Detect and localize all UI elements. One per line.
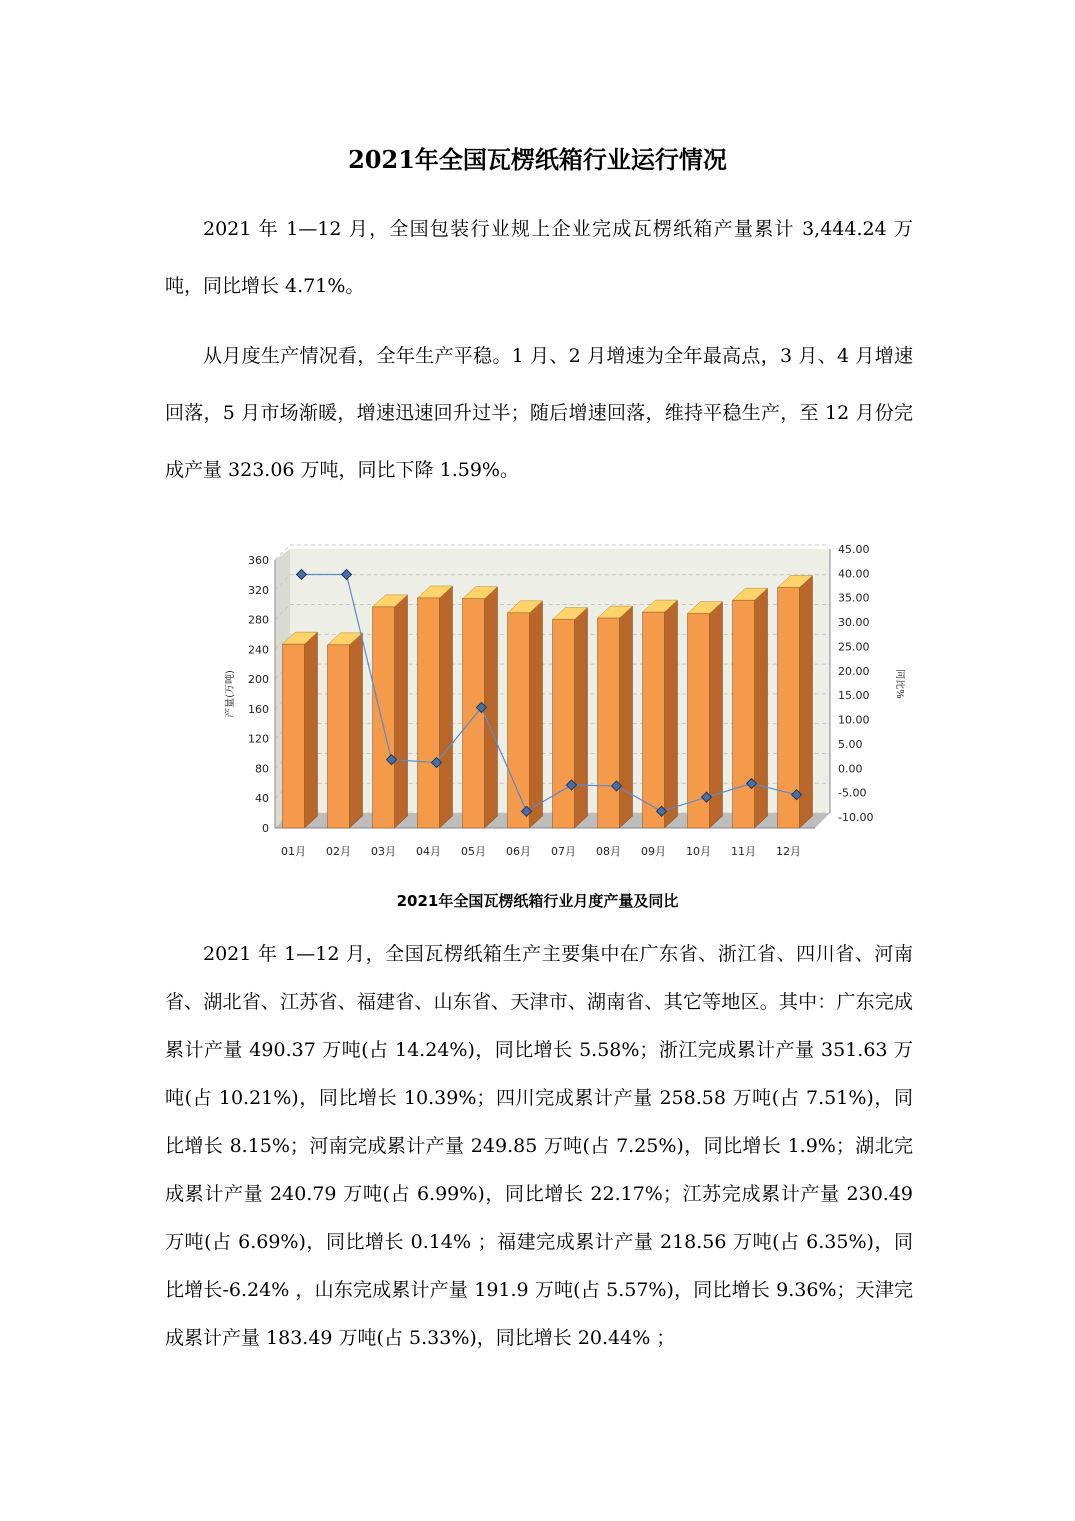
x-tick-label: 10月 — [686, 845, 711, 858]
x-tick-label: 11月 — [731, 845, 756, 858]
y-axis-title-left: 产量(万吨) — [225, 670, 236, 718]
y-tick-label-left: 200 — [248, 673, 269, 687]
chart-caption: 2021年全国瓦楞纸箱行业月度产量及同比 — [396, 892, 679, 910]
y-tick-label-left: 160 — [248, 702, 269, 716]
bar-side — [755, 588, 768, 828]
bar — [508, 613, 530, 828]
y-tick-label-right: -5.00 — [838, 786, 867, 800]
x-tick-label: 01月 — [281, 845, 306, 858]
chart-container — [225, 538, 905, 868]
production-chart — [225, 538, 905, 868]
y-tick-label-right: 35.00 — [838, 591, 870, 605]
bar — [463, 599, 485, 828]
bar-side — [305, 632, 318, 828]
y-tick-label-left: 80 — [255, 762, 269, 776]
bar-side — [575, 608, 588, 828]
bar-side — [350, 633, 363, 828]
bar — [553, 620, 575, 828]
bar-side — [665, 600, 678, 828]
page-title: 2021年全国瓦楞纸箱行业运行情况 — [348, 145, 727, 174]
x-tick-label: 09月 — [641, 845, 666, 858]
intro-paragraph: 2021 年 1—12 月，全国包装行业规上企业完成瓦楞纸箱产量累计 3,444.24 万吨，同比增长 4.71%。 — [165, 218, 913, 297]
x-tick-label: 04月 — [416, 845, 441, 858]
y-tick-label-right: 25.00 — [838, 640, 870, 654]
y-tick-label-right: -10.00 — [838, 811, 874, 824]
x-tick-label: 07月 — [551, 845, 576, 858]
bar — [643, 612, 665, 828]
bar — [328, 645, 350, 828]
bar-side — [620, 606, 633, 828]
bar — [283, 644, 305, 828]
y-tick-label-right: 0.00 — [838, 762, 863, 776]
x-tick-label: 02月 — [326, 845, 351, 858]
x-tick-label: 12月 — [776, 845, 801, 858]
y-tick-label-left: 280 — [248, 613, 269, 627]
bar — [373, 607, 395, 828]
y-tick-label-right: 10.00 — [838, 713, 870, 727]
y-tick-label-right: 15.00 — [838, 689, 870, 703]
y-tick-label-right: 5.00 — [838, 737, 863, 751]
bar-side — [395, 595, 408, 828]
y-tick-label-left: 240 — [248, 643, 269, 657]
y-axis-title-right: 同比% — [894, 669, 905, 699]
bar-side — [530, 601, 543, 828]
regional-paragraph: 2021 年 1—12 月，全国瓦楞纸箱生产主要集中在广东省、浙江省、四川省、河南省、湖北省、江苏省、福建省、山东省、天津市、湖南省、其它等地区。其中：广东完成累计产量 490.37 万吨(占 14.24%)，同比增长 5.58%；浙江完成累计产量 351.63 万吨(占 10.21%)，同比增长 10.39%；四川完成累计产量 258.58 万吨(占 7.51%)，同比增长 8.15%；河南完成累计产量 249.85 万吨(占 7.25%)，同比增长 1.9%；湖北完成累计产量 240.79 万吨(占 6.99%)，同比增长 22.17%；江苏完成累计产量 230.49 万吨(占 6.69%)，同比增长 0.14% ；福建完成累计产量 218.56 万吨(占 6.35%)，同比增长-6.24% ，山东完成累计产量 191.9 万吨(占 5.57%)，同比增长 9.36%；天津完成累计产量 183.49 万吨(占 5.33%)，同比增长 20.44% ； — [165, 943, 913, 1349]
y-tick-label-right: 30.00 — [838, 616, 870, 630]
bar — [418, 598, 440, 828]
bar — [733, 600, 755, 828]
y-tick-label-right: 45.00 — [838, 543, 870, 556]
bar — [598, 618, 620, 828]
x-tick-label: 08月 — [596, 845, 621, 858]
y-tick-label-left: 0 — [262, 822, 269, 835]
x-tick-label: 06月 — [506, 845, 531, 858]
x-tick-label: 03月 — [371, 845, 396, 858]
bar-side — [440, 586, 453, 828]
x-tick-label: 05月 — [461, 845, 486, 858]
y-tick-label-right: 40.00 — [838, 567, 870, 581]
y-tick-label-left: 320 — [248, 583, 269, 597]
bar-side — [800, 576, 813, 828]
y-tick-label-left: 40 — [255, 792, 269, 806]
monthly-paragraph: 从月度生产情况看，全年生产平稳。1 月、2 月增速为全年最高点，3 月、4 月增速回落，5 月市场渐暖，增速迅速回升过半；随后增速回落，维持平稳生产，至 12 月份完成产量 323.06 万吨，同比下降 1.59%。 — [165, 345, 913, 481]
y-tick-label-left: 360 — [248, 554, 269, 567]
y-tick-label-right: 20.00 — [838, 664, 870, 678]
y-tick-label-left: 120 — [248, 732, 269, 746]
